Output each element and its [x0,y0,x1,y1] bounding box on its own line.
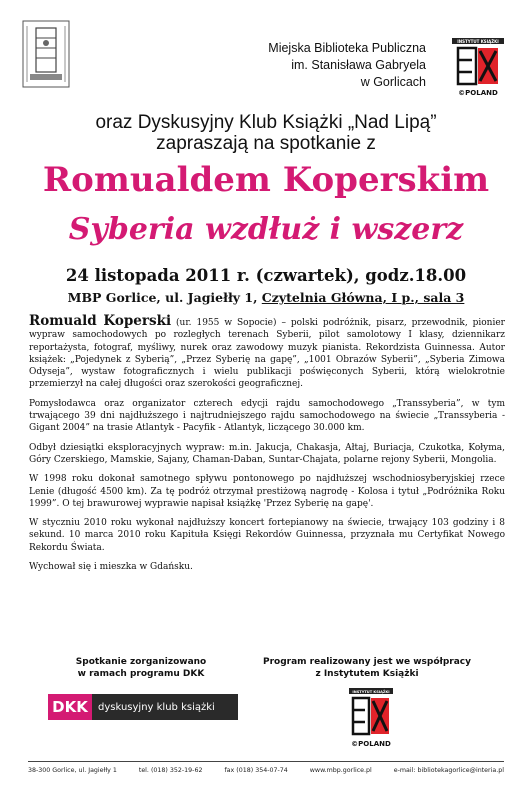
library-name [206,40,426,91]
contact-fax: fax (018) 354-07-74 [224,767,288,774]
invitation-line-2: zapraszają na spotkanie z [156,133,376,154]
dkk-heading [56,656,226,680]
library-name-line: Miejska Biblioteka Publiczna [268,41,426,55]
event-place [20,289,512,307]
bio-text: (ur. 1955 w Sopocie) – polski podróżnik, pisarz, przewodnik, pionier wypraw samochodowych po rozległych terenach Syberii, pilot samolotowy I klasy, dziennikarz reportażysta, fotograf, myśliwy, nurek oraz zawodowy muzyk pianista. Rekordzista Guinnessa. Autor książek: „Pojedynek z Syberią”, „Przez Syberię na gapę”, „1001 Obrazów Syberii”, „Syberia Zimowa Odyseja”, wystaw fotograficznych i wielu publikacji poświęconych Syberii, którą wielokrotnie przemierzył na całej długości oraz szerokości geograficznej. [29,318,505,390]
paragraph-bio [29,315,505,391]
dkk-heading-line: w ramach programu DKK [77,669,205,679]
paragraph-home: Wychował się i mieszka w Gdańsku. [29,562,193,573]
paragraph-expeditions: Odbył dziesiątki eksploracyjnych wypraw: m.in. Jakucja, Chakasja, Ałtaj, Buriacja, Czukotka, Kołyma, Góry Czerskiego, Mamskie, Sajany, Chaman-Daban, Suntar-Chajata, polarne rejony Syberii, Mongolia. [29,442,505,465]
paragraph-rally: Pomysłodawca oraz organizator czterech edycji rajdu samochodowego „Transsyberia”, w tym trwającego 39 dni najdłuższego i najtrudniejszego rajdu samochodowego na świecie „Transsyberia - Gigant 2004” na trasie Atlantyk - Pacyfik - Atlantyk, liczącego 30.000 km. [29,398,505,434]
event-date: 24 listopada 2011 r. (czwartek), godz.18.00 [65,266,467,285]
event-place-address: MBP Gorlice, ul. Jagiełły 1, [67,290,262,305]
contact-address: 38-300 Gorlice, ul. Jagiełły 1 [28,767,117,774]
contact-line [28,767,504,774]
contact-phone: tel. (018) 352-19-62 [138,767,203,774]
library-name-line: im. Stanisława Gabryela [291,58,426,72]
program-heading-line: Program realizowany jest we współpracy [262,657,471,667]
library-logo [20,18,72,90]
book-title: Syberia wzdłuż i wszerz [68,212,464,247]
ik-logo-label-top: INSTYTUT KSIĄŻKI [457,38,499,44]
instytut-ksiazki-logo-bottom [349,688,393,750]
contact-website[interactable]: www.mbp.gorlice.pl [309,767,372,774]
ik-logo-label-bottom: ©POLAND [458,89,498,97]
article-body [29,315,505,580]
bio-name: Romuald Koperski [29,313,172,329]
invitation-line-1: oraz Dyskusyjny Klub Książki „Nad Lipą” [95,112,437,133]
instytut-ksiazki-logo [452,38,504,98]
dkk-logo [48,694,238,720]
ik-logo-bottom-label-bottom: ©POLAND [351,740,391,748]
invitation [40,112,492,154]
paragraph-concert: W styczniu 2010 roku wykonał najdłuższy koncert fortepianowy na świecie, trwający 103 godziny i 8 sekund. 10 marca 2010 roku Kapituła Księgi Rekordów Guinnessa, przyznała mu Certyfikat Nowego Rekordu Świata. [29,518,505,553]
contact-email[interactable]: e-mail: bibliotekagorlice@interia.pl [393,767,504,774]
ik-logo-bottom-label-top: INSTYTUT KSIĄŻKI [352,689,390,694]
guest-name: Romualdem Koperskim [42,160,490,200]
program-heading [262,656,472,680]
dkk-logo-mark: DKK [48,694,92,720]
dkk-heading-line: Spotkanie zorganizowano [75,657,207,667]
program-heading-line: z Instytutem Książki [315,669,419,679]
dkk-logo-text: dyskusyjny klub książki [92,694,238,720]
library-name-line: w Gorlicach [360,75,426,89]
footer-divider [28,761,504,762]
paragraph-lena: W 1998 roku dokonał samotnego spływu pontonowego po najdłuższej wschodniosyberyjskiej rzece Lenie (długość 4500 km). Za tę podróż otrzymał prestiżową nagrodę - Kolosa i tytuł „Podróżnika Roku 1999”. O tej brawurowej wyprawie napisał książkę 'Przez Syberię na gapę'. [29,474,505,509]
event-place-room: Czytelnia Główna, I p., sala 3 [261,290,465,305]
